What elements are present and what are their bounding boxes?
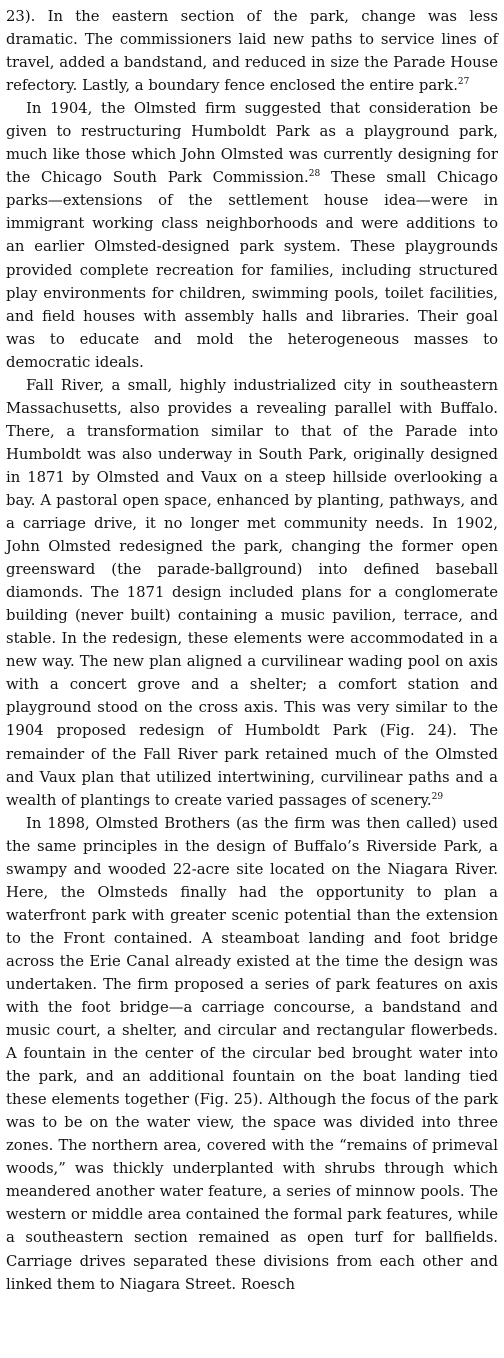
paragraph-4-text: In 1898, Olmsted Brothers (as the firm was then called) used the same principles in the design of Buffalo’s Riverside Park, a swampy and wooded 22-acre site located on the Niagara River. Here, the Olmsteds finally had the opportunity to plan a waterfront park with greater scenic potential than the extension to the Front contained. A steamboat landing and foot bridge across the Erie Canal already existed at the time the design was undertaken. The firm proposed a series of park features on axis with the foot bridge—a carriage concourse, a bandstand and music court, a shelter, and circular and rectangular flowerbeds. A fountain in the center of the circular bed brought water into the park, and an additional fountain on the boat landing tied these elements together (Fig. 25). Although the focus of the park was to be on the water view, the space was divided into three zones. The northern area, covered with the “remains of primeval woods,” was thickly underplanted with shrubs through which meandered another water feature, a series of minnow pools. The western or middle area contained the formal park features, while a southeastern section remained as open turf for ballfields. Carriage drives separated these divisions from each other and linked them to Niagara Street. Roesch [6,814,498,1293]
paragraph-2-text: In 1904, the Olmsted firm suggested that consideration be given to restructuring Humboldt Park as a playground park, much like those which John Olmsted was currently designing for the Chicago South Park Commission. [6,100,498,187]
footnote-ref-28: 28 [308,169,321,180]
paragraph-1 [6,5,498,97]
paragraph-3-text: Fall River, a small, highly industrialized city in southeastern Massachusetts, also provides a revealing parallel with Buffalo. There, a transformation similar to that of the Parade into Humboldt was also underway in South Park, originally designed in 1871 by Olmsted and Vaux on a steep hillside overlooking a bay. A pastoral open space, enhanced by planting, pathways, and a carriage drive, it no longer met community needs. In 1902, John Olmsted redesigned the park, changing the former open greensward (the parade-ballground) into defined baseball diamonds. The 1871 design included plans for a conglomerate building (never built) containing a music pavilion, terrace, and stable. In the redesign, these elements were accommodated in a new way. The new plan aligned a curvilinear wading pool on axis with a concert grove and a shelter; a comfort station and playground stood on the cross axis. This was very similar to the 1904 proposed redesign of Humboldt Park (Fig. 24). The remainder of the Fall River park retained much of the Olmsted and Vaux plan that utilized intertwining, curvilinear paths and a wealth of plantings to create varied passages of scenery. [6,376,498,809]
footnote-ref-29: 29 [431,791,444,802]
paragraph-1-text: 23). In the eastern section of the park, change was less dramatic. The commissioners laid new paths to service lines of travel, added a bandstand, and reduced in size the Parade House refectory. Lastly, a boundary fence enclosed the entire park. [6,8,498,95]
paragraph-2-text-continued: These small Chicago parks—extensions of the settlement house idea—were in immigrant working class neighborhoods and were additions to an earlier Olmsted-designed park system. These playgrounds provided complete recreation for families, including structured play environments for children, swimming pools, toilet facilities, and field houses with assembly halls and libraries. Their goal was to educate and mold the heterogeneous masses to democratic ideals. [6,169,498,371]
paragraph-3 [6,374,498,812]
footnote-ref-27: 27 [457,77,470,88]
paragraph-4 [6,812,498,1296]
paragraph-2 [6,97,498,374]
